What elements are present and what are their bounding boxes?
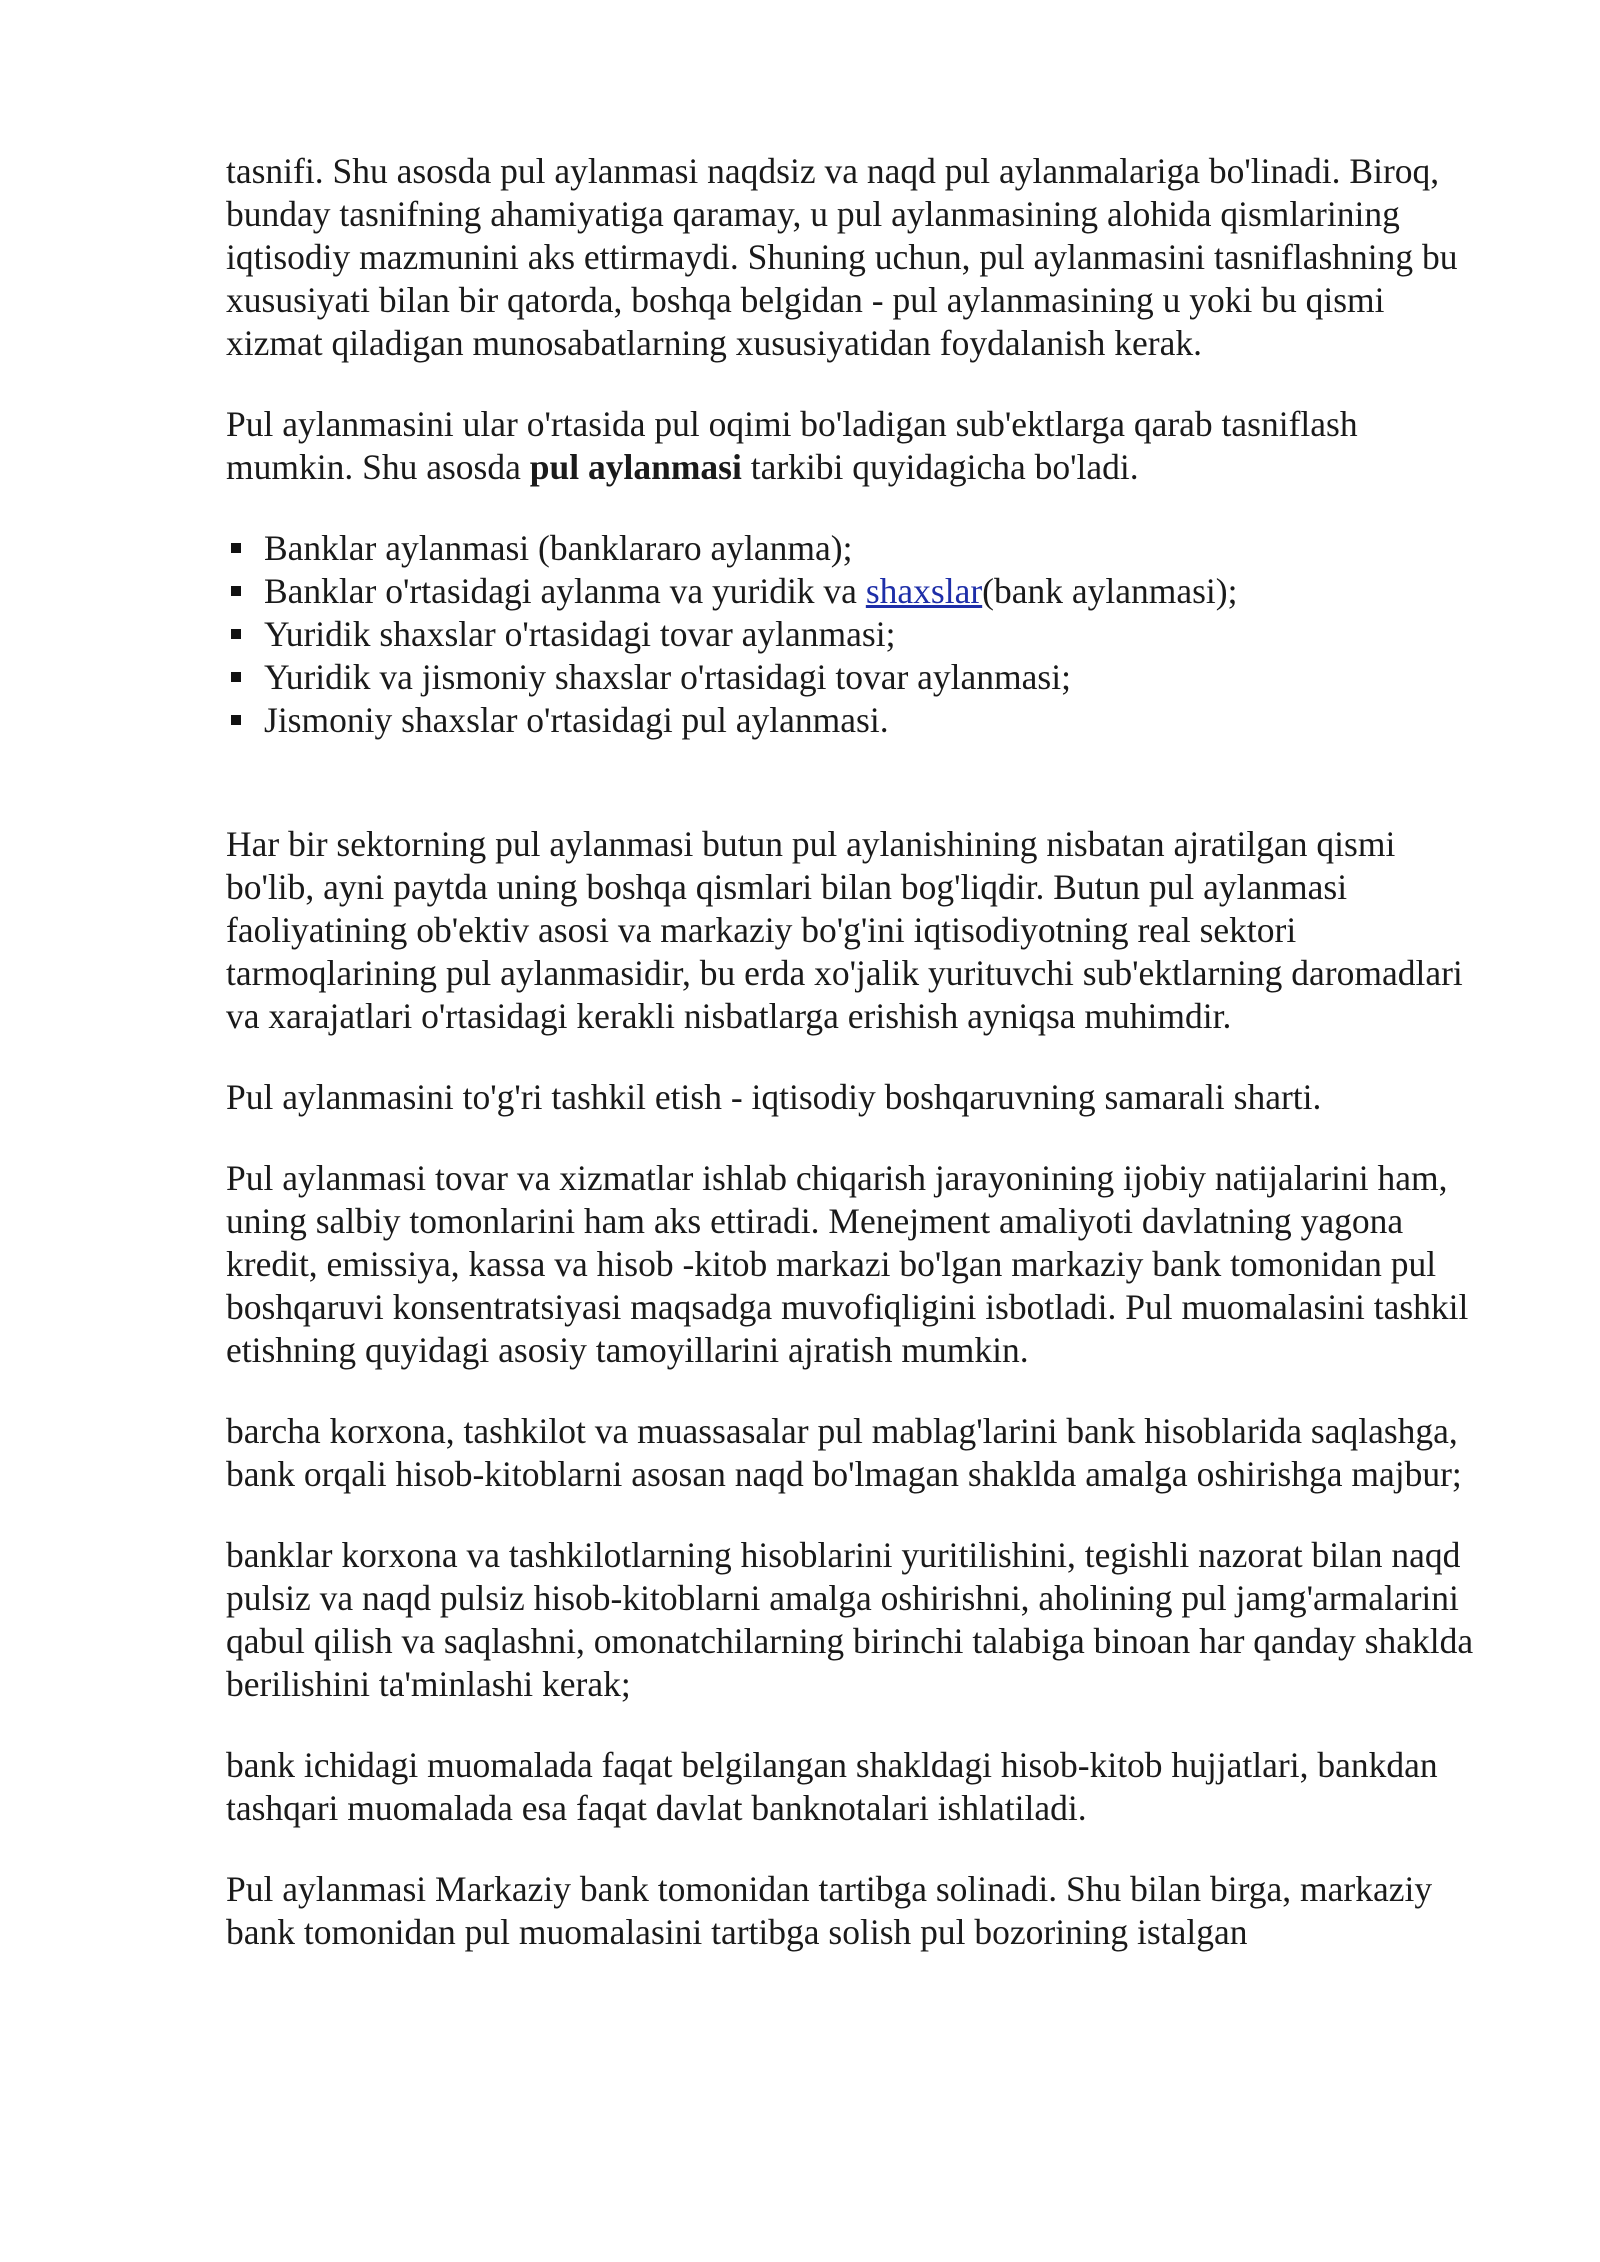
intro-text-1: Pul aylanmasini ular o'rtasida pul oqimi bo'ladigan sub'ektlarga qarab tasniflash mumkin. Shu asosda [226, 404, 1358, 487]
paragraph-principle-2: banklar korxona va tashkilotlarning hisoblarini yuritilishini, tegishli nazorat bilan naqd pulsiz va naqd pulsiz hisob-kitoblarni amalga oshirishni, aholining pul jamg'armalarini qabul qilish va saqlashni, omonatchilarning birinchi talabiga binoan har qanday shaklda berilishini ta'minlashi kerak; [226, 1535, 1474, 1704]
list-item-text: (bank aylanmasi); [982, 571, 1238, 611]
paragraph-intro [226, 403, 1486, 489]
square-bullet-icon [231, 715, 241, 725]
paragraph-classification: tasnifi. Shu asosda pul aylanmasi naqdsiz va naqd pul aylanmalariga bo'linadi. Biroq, bunday tasnifning ahamiyatiga qaramay, u pul aylanmasining alohida qismlarining iqtisodiy mazmunini aks ettirmaydi. Shuning uchun, pul aylanmasini tasniflashning bu xususiyati bilan bir qatorda, boshqa belgidan - pul aylanmasining u yoki bu qismi xizmat qiladigan munosabatlarning xususiyatidan foydalanish kerak. [226, 151, 1458, 363]
list-item [226, 527, 1486, 570]
paragraph-management: Pul aylanmasi tovar va xizmatlar ishlab chiqarish jarayonining ijobiy natijalarini ham, uning salbiy tomonlarini ham aks ettiradi. Menejment amaliyoti davlatning yagona kredit, emissiya, kassa va hisob -kitob markazi bo'lgan markaziy bank tomonidan pul boshqaruvi konsentratsiyasi maqsadga muvofiqligini isbotladi. Pul muomalasini tashkil etishning quyidagi asosiy tamoyillarini ajratish mumkin. [226, 1158, 1469, 1370]
list-item [226, 570, 1486, 613]
paragraph-organization: Pul aylanmasini to'g'ri tashkil etish - iqtisodiy boshqaruvning samarali sharti. [226, 1077, 1322, 1117]
list-item [226, 613, 1486, 656]
square-bullet-icon [231, 543, 241, 553]
intro-bold-term: pul aylanmasi [529, 447, 742, 487]
list-item-text: Yuridik shaxslar o'rtasidagi tovar aylanmasi; [264, 614, 896, 654]
list-item [226, 656, 1486, 699]
paragraph-sectors: Har bir sektorning pul aylanmasi butun pul aylanishining nisbatan ajratilgan qismi bo'lib, ayni paytda uning boshqa qismlari bilan bog'liqdir. Butun pul aylanmasi faoliyatining ob'ektiv asosi va markaziy bo'g'ini iqtisodiyotning real sektori tarmoqlarining pul aylanmasidir, bu erda xo'jalik yurituvchi sub'ektlarning daromadlari va xarajatlari o'rtasidagi kerakli nisbatlarga erishish ayniqsa muhimdir. [226, 824, 1463, 1036]
list-item-text: Yuridik va jismoniy shaxslar o'rtasidagi tovar aylanmasi; [264, 657, 1071, 697]
document-page [226, 150, 1486, 1992]
paragraph-principle-1: barcha korxona, tashkilot va muassasalar pul mablag'larini bank hisoblarida saqlashga, bank orqali hisob-kitoblarni asosan naqd bo'lmagan shaklda amalga oshirishga majbur; [226, 1411, 1462, 1494]
square-bullet-icon [231, 672, 241, 682]
list-item-text: Banklar o'rtasidagi aylanma va yuridik va [264, 571, 866, 611]
list-item-text: Banklar aylanmasi (banklararo aylanma); [264, 528, 853, 568]
list-item [226, 699, 1486, 742]
paragraph-regulation: Pul aylanmasi Markaziy bank tomonidan tartibga solinadi. Shu bilan birga, markaziy bank tomonidan pul muomalasini tartibga solish pul bozorining istalgan [226, 1869, 1433, 1952]
turnover-list [226, 527, 1486, 742]
square-bullet-icon [231, 629, 241, 639]
intro-text-2: tarkibi quyidagicha bo'ladi. [741, 447, 1139, 487]
paragraph-principle-3: bank ichidagi muomalada faqat belgilangan shakldagi hisob-kitob hujjatlari, bankdan tashqari muomalada esa faqat davlat banknotalari ishlatiladi. [226, 1745, 1438, 1828]
shaxslar-link[interactable]: shaxslar [865, 571, 983, 611]
square-bullet-icon [231, 586, 241, 596]
list-item-text: Jismoniy shaxslar o'rtasidagi pul aylanmasi. [264, 700, 889, 740]
